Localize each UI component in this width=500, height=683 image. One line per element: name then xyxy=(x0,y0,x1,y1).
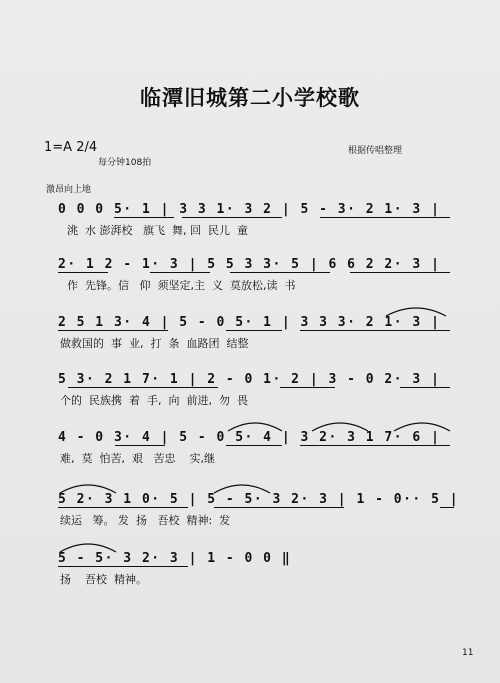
slur-mark xyxy=(226,419,284,433)
notation-line: 2 5 1 3· 4 | 5 - 0 5· 1 | 3 3 3· 2 1· 3 | xyxy=(58,315,441,330)
underline-mark xyxy=(350,272,450,273)
notation-line: 2· 1 2 - 1· 3 | 5 5 3 3· 5 | 6 6 2 2· 3 | xyxy=(58,257,441,272)
underline-mark xyxy=(58,566,188,567)
slur-mark xyxy=(58,540,118,554)
slur-mark xyxy=(310,419,370,433)
page-number: 11 xyxy=(462,648,474,658)
lyrics-line: 作 先锋。信 仰 须坚定,主 义 莫放松,读 书 xyxy=(60,279,296,292)
notation-line: 0 0 0 5· 1 | 3 3 1· 3 2 | 5 - 3· 2 1· 3 | xyxy=(58,202,441,217)
underline-mark xyxy=(58,330,168,331)
tempo-marking: 每分钟108拍 xyxy=(98,158,152,168)
underline-mark xyxy=(115,445,165,446)
underline-mark xyxy=(280,387,335,388)
slur-mark xyxy=(392,419,452,433)
lyrics-line: 难, 莫 怕苦, 艰 苦忠 实,继 xyxy=(60,452,215,465)
lyrics-line: 续运 筹。 发 扬 吾校 精神: 发 xyxy=(60,514,231,527)
underline-mark xyxy=(226,445,282,446)
lyrics-line: 洮 水 澎湃校 旗飞 舞, 回 民儿 童 xyxy=(60,224,248,237)
source-note: 根据传唱整理 xyxy=(348,146,403,156)
underline-mark xyxy=(230,272,330,273)
underline-mark xyxy=(58,272,108,273)
notation-line: 4 - 0 3· 4 | 5 - 0 5· 4 | 3 2· 3 1 7· 6 | xyxy=(58,430,441,445)
slur-mark xyxy=(58,481,118,495)
notation-line: 5 3· 2 1 7· 1 | 2 - 0 1· 2 | 3 - 0 2· 3 | xyxy=(58,372,441,387)
underline-mark xyxy=(320,217,450,218)
underline-mark xyxy=(58,507,188,508)
slur-mark xyxy=(384,304,448,318)
notation-line: 5 - 5· 3 2· 3 | 1 - 0 0 ‖ xyxy=(58,551,292,566)
song-title: 临潭旧城第二小学校歌 xyxy=(140,86,360,110)
expression-marking: 激昂向上地 xyxy=(46,185,92,195)
lyrics-line: 扬 吾校 精神。 xyxy=(60,573,147,586)
slur-mark xyxy=(212,481,272,495)
underline-mark xyxy=(182,217,282,218)
underline-mark xyxy=(214,507,344,508)
underline-mark xyxy=(150,272,210,273)
underline-mark xyxy=(114,217,174,218)
underline-mark xyxy=(68,387,218,388)
underline-mark xyxy=(400,387,450,388)
lyrics-line: 做救国的 事 业, 打 条 血路团 结整 xyxy=(60,337,249,350)
underline-mark xyxy=(300,330,450,331)
underline-mark xyxy=(440,507,454,508)
underline-mark xyxy=(226,330,282,331)
underline-mark xyxy=(300,445,450,446)
lyrics-line: 个的 民族携 着 手, 向 前进, 勿 畏 xyxy=(60,394,248,407)
key-signature: 1=A 2/4 xyxy=(44,140,98,155)
notation-line: 5 2· 3 1 0· 5 | 5 - 5· 3 2· 3 | 1 - 0·· 5 | xyxy=(58,492,460,507)
